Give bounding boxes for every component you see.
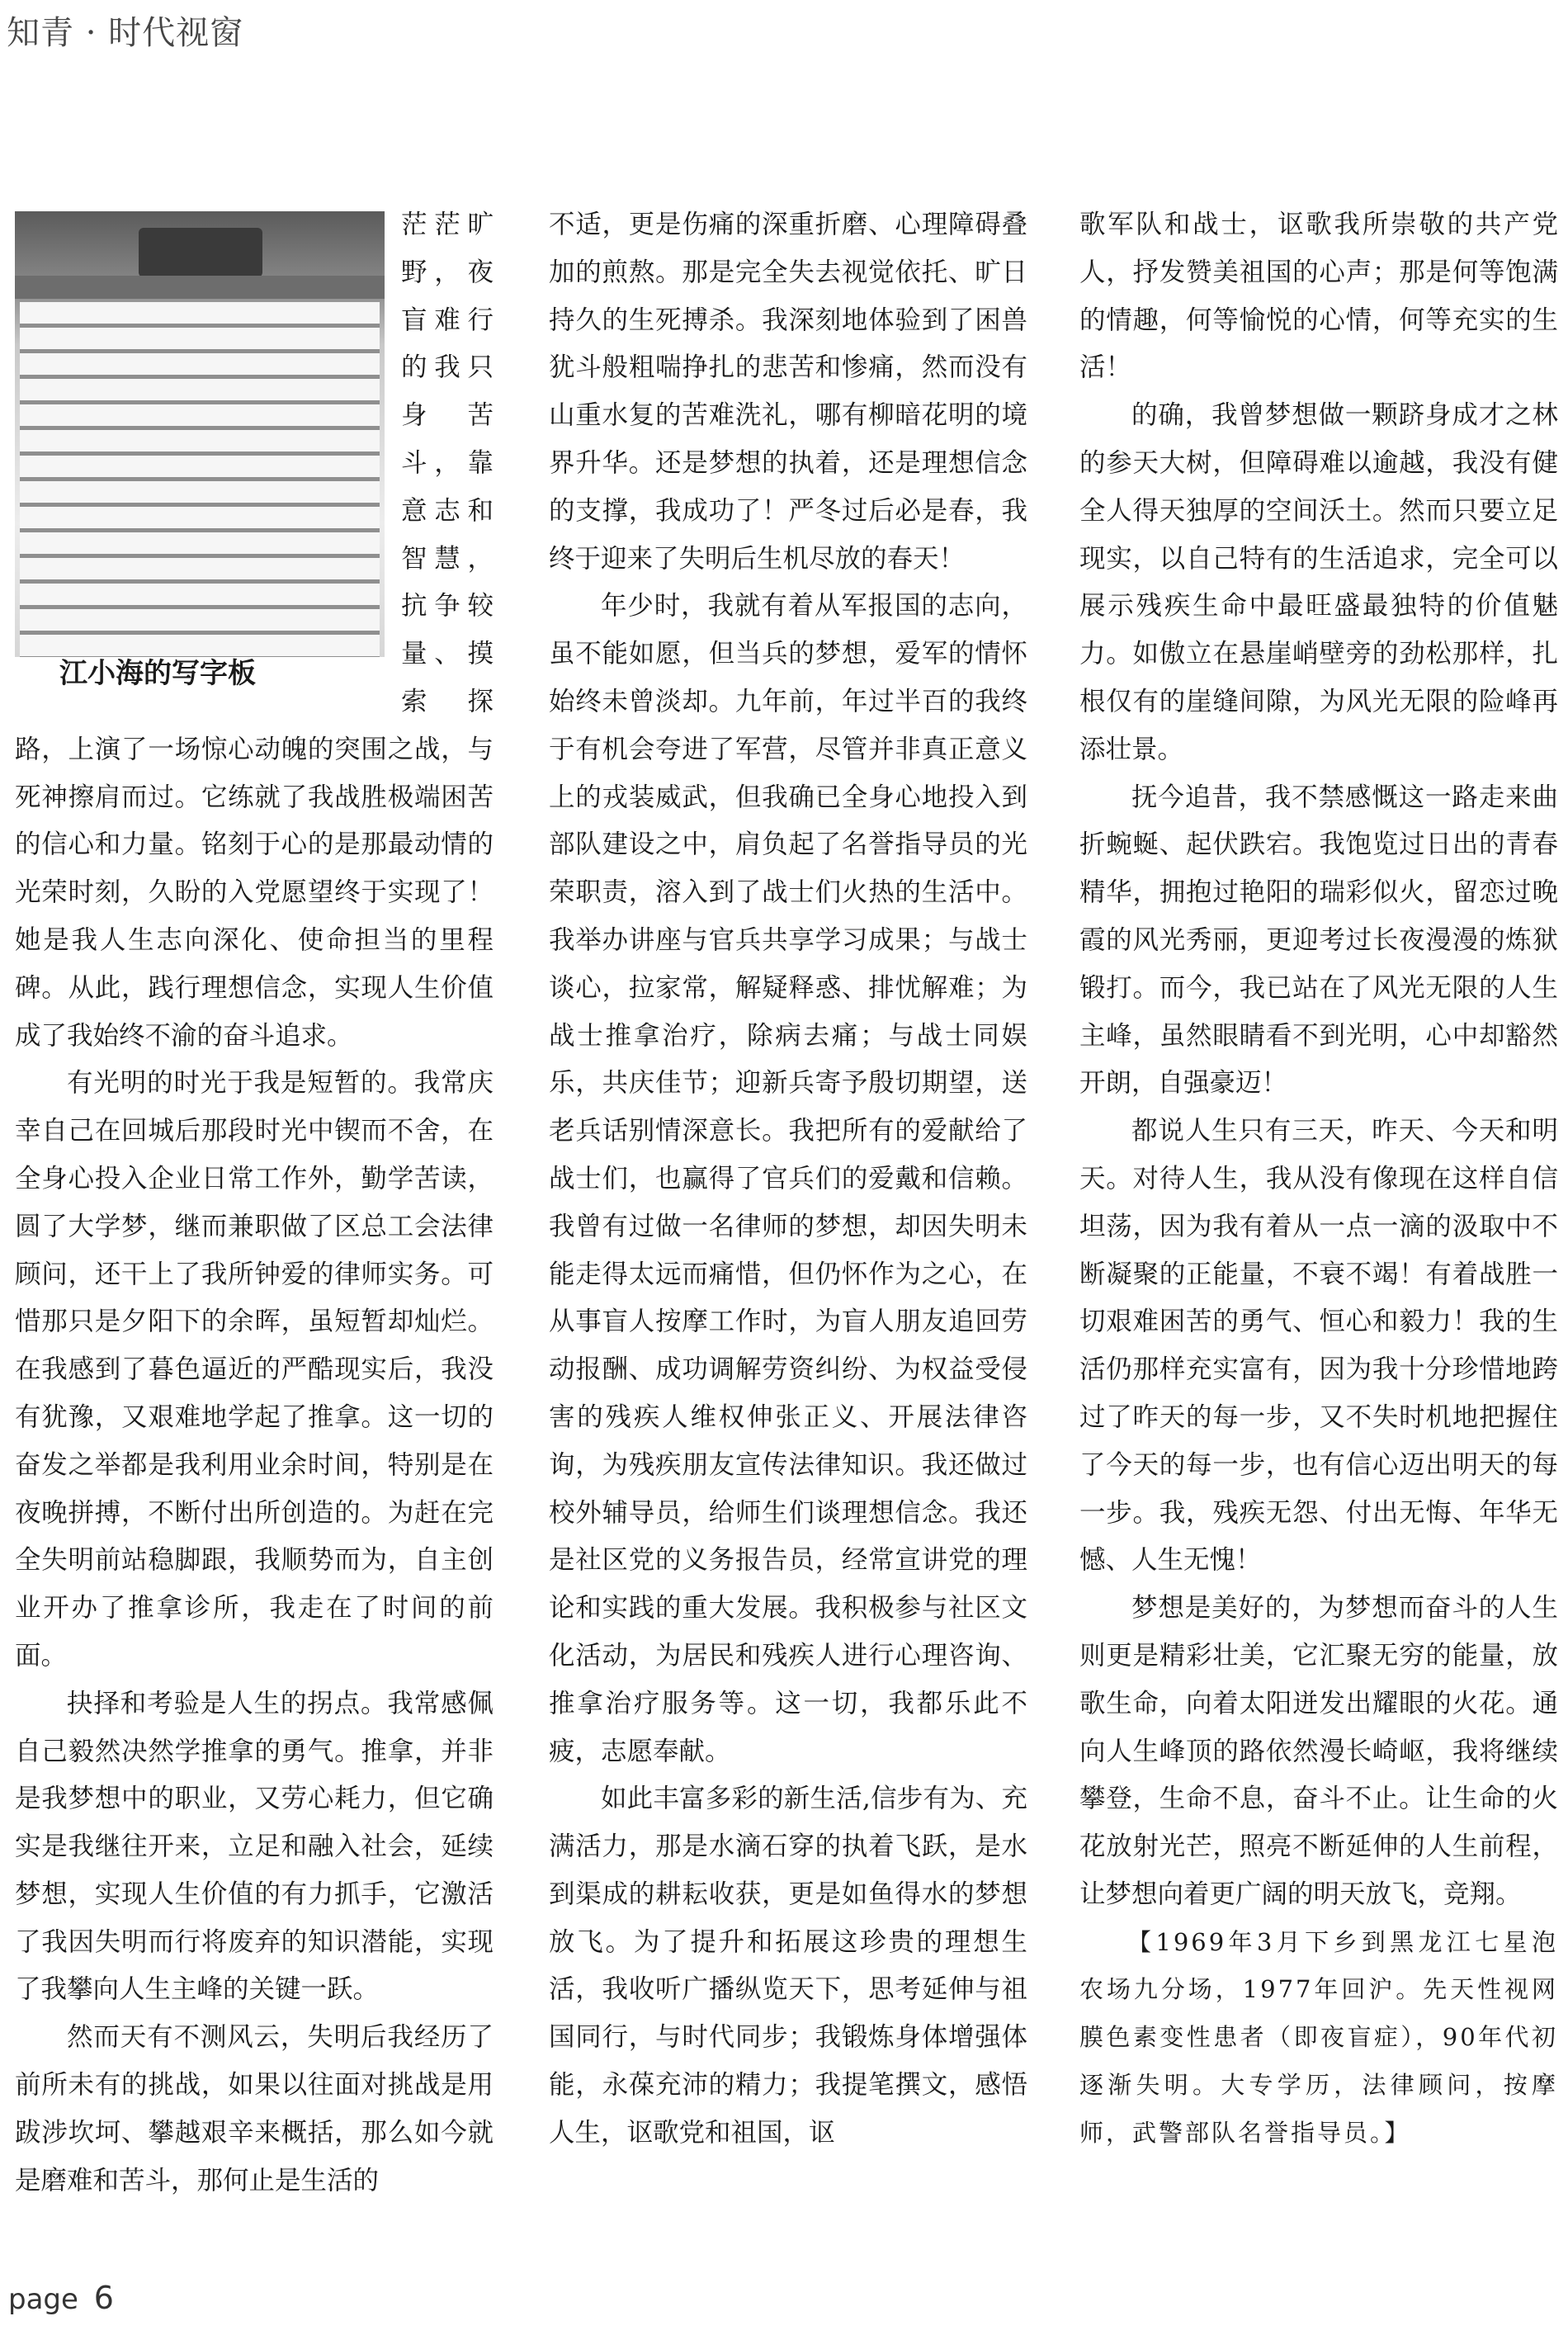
paragraph: 都说人生只有三天，昨天、今天和明天。对待人生，我从没有像现在这样自信坦荡，因为我有着从一点一滴的汲取中不断凝聚的正能量，不衰不竭！有着战胜一切艰难困苦的勇气、恒心和毅力！我的生活仍那样充实富有，因为我十分珍惜地跨过了昨天的每一步，又不失时机地把握住了今天的每一步，也有信心迈出明天的每一步。我，残疾无怨、付出无悔、年华无憾、人生无愧！ [1079, 1116, 1558, 1576]
author-note: 【1969年3月下乡到黑龙江七星泡农场九分场，1977年回沪。先天性视网膜色素变性患者（即夜盲症），90年代初逐渐失明。大专学历，法律顾问，按摩师，武警部队名誉指导员。】 [1079, 1927, 1558, 2147]
paragraph [15, 201, 494, 1060]
article-column-1 [15, 201, 494, 2205]
section-header: 知青 · 时代视窗 [7, 14, 244, 52]
paragraph-text: 茫茫旷野，夜盲难行的我只身苦斗，靠意志和智慧，抗争较量、摸索探路，上演了一场惊心动魄的突围之战，与死神擦肩而过。它练就了我战胜极端困苦的信心和力量。铭刻于心的是那最动情的光荣时刻，久盼的入党愿望终于实现了！她是我人生志向深化、使命担当的里程碑。从此，践行理想信念，实现人生价值成了我始终不渝的奋斗追求。 [15, 210, 494, 1051]
paragraph: 年少时，我就有着从军报国的志向，虽不能如愿，但当兵的梦想，爱军的情怀始终未曾淡却。九年前，年过半百的我终于有机会夸进了军营，尽管并非真正意义上的戎装威武，但我确已全身心地投入到部队建设之中，肩负起了名誉指导员的光荣职责，溶入到了战士们火热的生活中。我举办讲座与官兵共享学习成果；与战士谈心，拉家常，解疑释惑、排忧解难；为战士推拿治疗，除病去痛；与战士同娱乐，共庆佳节；迎新兵寄予殷切期望，送老兵话别情深意长。我把所有的爱献给了战士们，也赢得了官兵们的爱戴和信赖。我曾有过做一名律师的梦想，却因失明未能走得太远而痛惜，但仍怀作为之心，在从事盲人按摩工作时，为盲人朋友追回劳动报酬、成功调解劳资纠纷、为权益受侵害的残疾人维权伸张正义、开展法律咨询，为残疾朋友宣传法律知识。我还做过校外辅导员，给师生们谈理想信念。我还是社区党的义务报告员，经常宣讲党的理论和实践的重大发展。我积极参与社区文化活动，为居民和残疾人进行心理咨询、推拿治疗服务等。这一切，我都乐此不疲，志愿奉献。 [549, 591, 1027, 1766]
page-footer [8, 2280, 114, 2316]
page-number: 6 [93, 2280, 114, 2316]
paragraph: 抚今追昔，我不禁感慨这一路走来曲折蜿蜒、起伏跌宕。我饱览过日出的青春精华，拥抱过艳阳的瑞彩似火，留恋过晚霞的风光秀丽，更迎考过长夜漫漫的炼狱锻打。而今，我已站在了风光无限的人生主峰，虽然眼睛看不到光明，心中却豁然开朗，自强豪迈！ [1079, 782, 1558, 1099]
photo-caption: 江小海的写字板 [59, 657, 256, 690]
paragraph: 歌军队和战士，讴歌我所崇敬的共产党人，抒发赞美祖国的心声；那是何等饱满的情趣，何等愉悦的心情，何等充实的生活！ [1079, 210, 1558, 383]
paragraph: 不适，更是伤痛的深重折磨、心理障碍叠加的煎熬。那是完全失去视觉依托、旷日持久的生死搏杀。我深刻地体验到了困兽犹斗般粗喘挣扎的悲苦和惨痛，然而没有山重水复的苦难洗礼，哪有柳暗花明的境界升华。还是梦想的执着，还是理想信念的支撑，我成功了！严冬过后必是春，我终于迎来了失明后生机尽放的春天！ [549, 210, 1027, 574]
paragraph: 梦想是美好的，为梦想而奋斗的人生则更是精彩壮美，它汇聚无穷的能量，放歌生命，向着太阳迸发出耀眼的火花。通向人生峰顶的路依然漫长崎岖，我将继续攀登，生命不息，奋斗不止。让生命的火花放射光芒，照亮不断延伸的人生前程，让梦想向着更广阔的明天放飞，竞翔。 [1079, 1593, 1558, 1909]
writing-board-photo [15, 211, 385, 657]
article-column-2 [549, 201, 1027, 2158]
paragraph: 的确，我曾梦想做一颗跻身成才之林的参天大树，但障碍难以逾越，我没有健全人得天独厚的空间沃土。然而只要立足现实，以自己特有的生活追求，完全可以展示残疾生命中最旺盛最独特的价值魅力。如傲立在悬崖峭壁旁的劲松那样，扎根仅有的崖缝间隙，为风光无限的险峰再添壮景。 [1079, 400, 1558, 764]
paragraph: 抉择和考验是人生的拐点。我常感佩自己毅然决然学推拿的勇气。推拿，并非是我梦想中的职业，又劳心耗力，但它确实是我继往开来，立足和融入社会，延续梦想，实现人生价值的有力抓手，它激活了我因失明而行将废弃的知识潜能，实现了我攀向人生主峰的关键一跃。 [15, 1688, 494, 2005]
paragraph: 如此丰富多彩的新生活,信步有为、充满活力，那是水滴石穿的执着飞跃，是水到渠成的耕耘收获，更是如鱼得水的梦想放飞。为了提升和拓展这珍贵的理想生活，我收听广播纵览天下，思考延伸与祖国同行，与时代同步；我锻炼身体增强体能，永葆充沛的精力；我提笔撰文，感悟人生，讴歌党和祖国，讴 [549, 1784, 1027, 2148]
paragraph: 有光明的时光于我是短暂的。我常庆幸自己在回城后那段时光中锲而不舍，在全身心投入企业日常工作外，勤学苦读，圆了大学梦，继而兼职做了区总工会法律顾问，还干上了我所钟爱的律师实务。可惜那只是夕阳下的余晖，虽短暂却灿烂。在我感到了暮色逼近的严酷现实后，我没有犹豫，又艰难地学起了推拿。这一切的奋发之举都是我利用业余时间，特别是在夜晚拼搏，不断付出所创造的。为赶在完全失明前站稳脚跟，我顺势而为，自主创业开办了推拿诊所，我走在了时间的前面。 [15, 1068, 494, 1671]
photo-figure [15, 211, 385, 690]
paragraph: 然而天有不测风云，失明后我经历了前所未有的挑战，如果以往面对挑战是用跋涉坎坷、攀越艰辛来概括，那么如今就是磨难和苦斗，那何止是生活的 [15, 2022, 494, 2196]
page-label: page [8, 2283, 78, 2316]
article-column-3 [1079, 201, 1558, 2158]
